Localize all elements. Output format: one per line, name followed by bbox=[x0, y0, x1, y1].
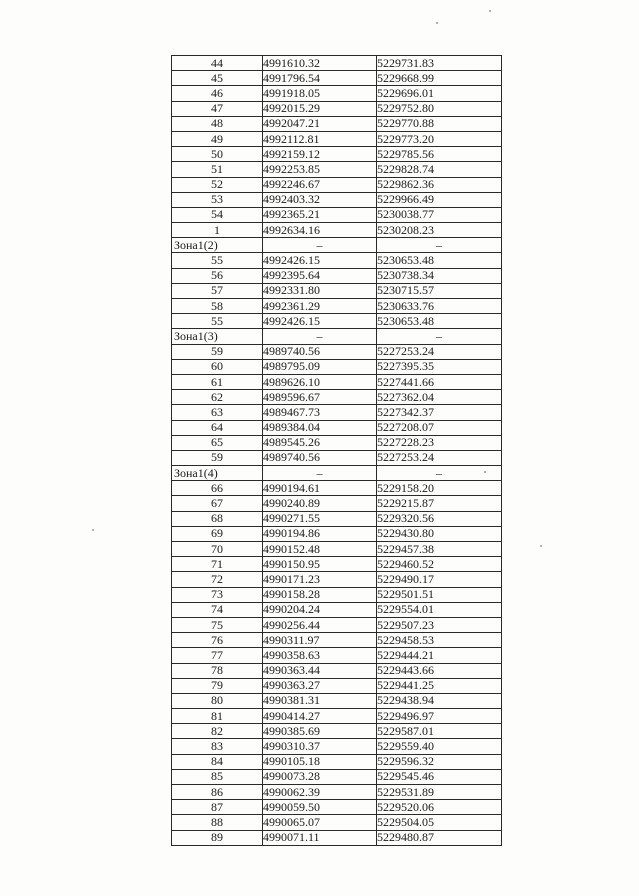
point-number-cell: 71 bbox=[172, 557, 263, 572]
point-number-cell: 60 bbox=[172, 359, 263, 374]
point-number-cell: 70 bbox=[172, 542, 263, 557]
table-row bbox=[172, 86, 502, 101]
y-coordinate-cell: 5229458.53 bbox=[377, 633, 502, 648]
x-coordinate-cell: 4992159.12 bbox=[263, 147, 377, 162]
point-number-cell: 50 bbox=[172, 147, 263, 162]
point-number-cell: 54 bbox=[172, 207, 263, 222]
y-coordinate-cell: 5230633.76 bbox=[377, 299, 502, 314]
table-row bbox=[172, 663, 502, 678]
x-coordinate-cell: 4989467.73 bbox=[263, 405, 377, 420]
x-coordinate-cell: 4992403.32 bbox=[263, 192, 377, 207]
y-coordinate-cell: 5229496.97 bbox=[377, 709, 502, 724]
table-row bbox=[172, 116, 502, 131]
x-coordinate-cell: 4992395.64 bbox=[263, 268, 377, 283]
point-number-cell: 80 bbox=[172, 693, 263, 708]
y-coordinate-cell: 5229862.36 bbox=[377, 177, 502, 192]
y-coordinate-cell: 5229520.06 bbox=[377, 800, 502, 815]
y-coordinate-cell: 5229438.94 bbox=[377, 693, 502, 708]
point-number-cell: 82 bbox=[172, 724, 263, 739]
y-coordinate-cell: 5229531.89 bbox=[377, 785, 502, 800]
point-number-cell: 88 bbox=[172, 815, 263, 830]
x-coordinate-cell: 4990194.86 bbox=[263, 526, 377, 541]
table-row bbox=[172, 390, 502, 405]
point-number-cell: 63 bbox=[172, 405, 263, 420]
x-coordinate-cell: 4989596.67 bbox=[263, 390, 377, 405]
y-coordinate-cell: 5229480.87 bbox=[377, 830, 502, 845]
table-row bbox=[172, 769, 502, 784]
table-row bbox=[172, 815, 502, 830]
y-coordinate-cell: – bbox=[377, 238, 502, 253]
table-row bbox=[172, 602, 502, 617]
table-row bbox=[172, 253, 502, 268]
point-number-cell: 75 bbox=[172, 617, 263, 632]
y-coordinate-cell: 5230738.34 bbox=[377, 268, 502, 283]
y-coordinate-cell: 5229554.01 bbox=[377, 602, 502, 617]
x-coordinate-cell: 4991918.05 bbox=[263, 86, 377, 101]
point-number-cell: 56 bbox=[172, 268, 263, 283]
table-row bbox=[172, 450, 502, 465]
x-coordinate-cell: 4992246.67 bbox=[263, 177, 377, 192]
x-coordinate-cell: 4990059.50 bbox=[263, 800, 377, 815]
table-row bbox=[172, 56, 502, 71]
x-coordinate-cell: 4990311.97 bbox=[263, 633, 377, 648]
point-number-cell: 53 bbox=[172, 192, 263, 207]
point-number-cell: 79 bbox=[172, 678, 263, 693]
table-row bbox=[172, 542, 502, 557]
x-coordinate-cell: 4990150.95 bbox=[263, 557, 377, 572]
y-coordinate-cell: 5229828.74 bbox=[377, 162, 502, 177]
y-coordinate-cell: 5229696.01 bbox=[377, 86, 502, 101]
point-number-cell: 46 bbox=[172, 86, 263, 101]
point-number-cell: 55 bbox=[172, 253, 263, 268]
x-coordinate-cell: 4989626.10 bbox=[263, 374, 377, 389]
point-number-cell: 65 bbox=[172, 435, 263, 450]
y-coordinate-cell: 5229490.17 bbox=[377, 572, 502, 587]
y-coordinate-cell: – bbox=[377, 329, 502, 344]
table-row bbox=[172, 526, 502, 541]
y-coordinate-cell: 5230653.48 bbox=[377, 314, 502, 329]
table-row bbox=[172, 557, 502, 572]
y-coordinate-cell: 5229457.38 bbox=[377, 542, 502, 557]
point-number-cell: 57 bbox=[172, 283, 263, 298]
table-row bbox=[172, 693, 502, 708]
table-row bbox=[172, 374, 502, 389]
y-coordinate-cell: 5229320.56 bbox=[377, 511, 502, 526]
point-number-cell: 89 bbox=[172, 830, 263, 845]
table-row bbox=[172, 678, 502, 693]
point-number-cell: 74 bbox=[172, 602, 263, 617]
point-number-cell: 47 bbox=[172, 101, 263, 116]
x-coordinate-cell: 4991610.32 bbox=[263, 56, 377, 71]
x-coordinate-cell: 4990381.31 bbox=[263, 693, 377, 708]
y-coordinate-cell: 5229668.99 bbox=[377, 71, 502, 86]
x-coordinate-cell: 4989384.04 bbox=[263, 420, 377, 435]
y-coordinate-cell: 5229752.80 bbox=[377, 101, 502, 116]
zone-label-cell: Зона1(3) bbox=[172, 329, 263, 344]
y-coordinate-cell: 5227362.04 bbox=[377, 390, 502, 405]
table-row bbox=[172, 359, 502, 374]
y-coordinate-cell: 5229158.20 bbox=[377, 481, 502, 496]
x-coordinate-cell: 4992047.21 bbox=[263, 116, 377, 131]
table-row bbox=[172, 299, 502, 314]
scan-speck bbox=[540, 545, 542, 547]
scan-speck bbox=[436, 22, 438, 24]
y-coordinate-cell: 5227208.07 bbox=[377, 420, 502, 435]
point-number-cell: 44 bbox=[172, 56, 263, 71]
point-number-cell: 45 bbox=[172, 71, 263, 86]
point-number-cell: 85 bbox=[172, 769, 263, 784]
x-coordinate-cell: 4990105.18 bbox=[263, 754, 377, 769]
y-coordinate-cell: 5229773.20 bbox=[377, 131, 502, 146]
y-coordinate-cell: 5229444.21 bbox=[377, 648, 502, 663]
point-number-cell: 73 bbox=[172, 587, 263, 602]
zone-header-row bbox=[172, 329, 502, 344]
x-coordinate-cell: 4990363.27 bbox=[263, 678, 377, 693]
y-coordinate-cell: 5229770.88 bbox=[377, 116, 502, 131]
point-number-cell: 55 bbox=[172, 314, 263, 329]
y-coordinate-cell: 5229507.23 bbox=[377, 617, 502, 632]
zone-header-row bbox=[172, 238, 502, 253]
table-row bbox=[172, 496, 502, 511]
zone-header-row bbox=[172, 466, 502, 481]
y-coordinate-cell: 5229587.01 bbox=[377, 724, 502, 739]
x-coordinate-cell: 4990073.28 bbox=[263, 769, 377, 784]
x-coordinate-cell: 4989740.56 bbox=[263, 344, 377, 359]
point-number-cell: 78 bbox=[172, 663, 263, 678]
y-coordinate-cell: 5229559.40 bbox=[377, 739, 502, 754]
y-coordinate-cell: 5227395.35 bbox=[377, 359, 502, 374]
point-number-cell: 72 bbox=[172, 572, 263, 587]
table-row bbox=[172, 314, 502, 329]
x-coordinate-cell: 4992426.15 bbox=[263, 314, 377, 329]
table-row bbox=[172, 800, 502, 815]
x-coordinate-cell: 4990204.24 bbox=[263, 602, 377, 617]
table-row bbox=[172, 405, 502, 420]
y-coordinate-cell: 5227441.66 bbox=[377, 374, 502, 389]
y-coordinate-cell: 5229460.52 bbox=[377, 557, 502, 572]
coordinates-table bbox=[171, 55, 502, 846]
y-coordinate-cell: 5227228.23 bbox=[377, 435, 502, 450]
point-number-cell: 77 bbox=[172, 648, 263, 663]
y-coordinate-cell: 5230715.57 bbox=[377, 283, 502, 298]
table-row bbox=[172, 587, 502, 602]
table-row bbox=[172, 420, 502, 435]
x-coordinate-cell: 4990358.63 bbox=[263, 648, 377, 663]
y-coordinate-cell: 5229504.05 bbox=[377, 815, 502, 830]
point-number-cell: 66 bbox=[172, 481, 263, 496]
table-row bbox=[172, 177, 502, 192]
y-coordinate-cell: 5229501.51 bbox=[377, 587, 502, 602]
table-row bbox=[172, 724, 502, 739]
table-row bbox=[172, 785, 502, 800]
y-coordinate-cell: 5227342.37 bbox=[377, 405, 502, 420]
x-coordinate-cell: 4989795.09 bbox=[263, 359, 377, 374]
x-coordinate-cell: 4991796.54 bbox=[263, 71, 377, 86]
x-coordinate-cell: 4989740.56 bbox=[263, 450, 377, 465]
x-coordinate-cell: 4990065.07 bbox=[263, 815, 377, 830]
y-coordinate-cell: 5229430.80 bbox=[377, 526, 502, 541]
x-coordinate-cell: 4990271.55 bbox=[263, 511, 377, 526]
point-number-cell: 69 bbox=[172, 526, 263, 541]
x-coordinate-cell: 4992634.16 bbox=[263, 223, 377, 238]
y-coordinate-cell: 5229545.46 bbox=[377, 769, 502, 784]
point-number-cell: 86 bbox=[172, 785, 263, 800]
table-row bbox=[172, 162, 502, 177]
table-row bbox=[172, 754, 502, 769]
x-coordinate-cell: 4992365.21 bbox=[263, 207, 377, 222]
table-row bbox=[172, 511, 502, 526]
point-number-cell: 83 bbox=[172, 739, 263, 754]
scan-speck bbox=[489, 10, 491, 12]
x-coordinate-cell: 4990414.27 bbox=[263, 709, 377, 724]
x-coordinate-cell: 4990310.37 bbox=[263, 739, 377, 754]
y-coordinate-cell: 5230038.77 bbox=[377, 207, 502, 222]
x-coordinate-cell: 4990256.44 bbox=[263, 617, 377, 632]
point-number-cell: 1 bbox=[172, 223, 263, 238]
x-coordinate-cell: 4989545.26 bbox=[263, 435, 377, 450]
scan-speck bbox=[484, 471, 486, 473]
y-coordinate-cell: 5229441.25 bbox=[377, 678, 502, 693]
y-coordinate-cell: 5229785.56 bbox=[377, 147, 502, 162]
table-row bbox=[172, 101, 502, 116]
y-coordinate-cell: 5230208.23 bbox=[377, 223, 502, 238]
point-number-cell: 87 bbox=[172, 800, 263, 815]
point-number-cell: 51 bbox=[172, 162, 263, 177]
y-coordinate-cell: – bbox=[377, 466, 502, 481]
x-coordinate-cell: 4990071.11 bbox=[263, 830, 377, 845]
table-row bbox=[172, 648, 502, 663]
x-coordinate-cell: 4990363.44 bbox=[263, 663, 377, 678]
x-coordinate-cell: 4990171.23 bbox=[263, 572, 377, 587]
x-coordinate-cell: 4990240.89 bbox=[263, 496, 377, 511]
x-coordinate-cell: 4990158.28 bbox=[263, 587, 377, 602]
table-row bbox=[172, 633, 502, 648]
table-row bbox=[172, 435, 502, 450]
x-coordinate-cell: 4992112.81 bbox=[263, 131, 377, 146]
x-coordinate-cell: 4992361.29 bbox=[263, 299, 377, 314]
y-coordinate-cell: 5230653.48 bbox=[377, 253, 502, 268]
table-row bbox=[172, 344, 502, 359]
table-row bbox=[172, 223, 502, 238]
point-number-cell: 64 bbox=[172, 420, 263, 435]
point-number-cell: 62 bbox=[172, 390, 263, 405]
x-coordinate-cell: 4990152.48 bbox=[263, 542, 377, 557]
x-coordinate-cell: 4992253.85 bbox=[263, 162, 377, 177]
x-coordinate-cell: 4990385.69 bbox=[263, 724, 377, 739]
point-number-cell: 67 bbox=[172, 496, 263, 511]
point-number-cell: 84 bbox=[172, 754, 263, 769]
x-coordinate-cell: 4992426.15 bbox=[263, 253, 377, 268]
table-row bbox=[172, 830, 502, 845]
x-coordinate-cell: 4990062.39 bbox=[263, 785, 377, 800]
y-coordinate-cell: 5229596.32 bbox=[377, 754, 502, 769]
y-coordinate-cell: 5229731.83 bbox=[377, 56, 502, 71]
point-number-cell: 81 bbox=[172, 709, 263, 724]
point-number-cell: 61 bbox=[172, 374, 263, 389]
y-coordinate-cell: 5227253.24 bbox=[377, 344, 502, 359]
x-coordinate-cell: 4990194.61 bbox=[263, 481, 377, 496]
point-number-cell: 58 bbox=[172, 299, 263, 314]
point-number-cell: 49 bbox=[172, 131, 263, 146]
zone-label-cell: Зона1(4) bbox=[172, 466, 263, 481]
table-row bbox=[172, 268, 502, 283]
y-coordinate-cell: 5227253.24 bbox=[377, 450, 502, 465]
x-coordinate-cell: 4992331.80 bbox=[263, 283, 377, 298]
table-row bbox=[172, 283, 502, 298]
point-number-cell: 76 bbox=[172, 633, 263, 648]
y-coordinate-cell: 5229966.49 bbox=[377, 192, 502, 207]
table-row bbox=[172, 709, 502, 724]
point-number-cell: 48 bbox=[172, 116, 263, 131]
table-row bbox=[172, 207, 502, 222]
zone-label-cell: Зона1(2) bbox=[172, 238, 263, 253]
x-coordinate-cell: – bbox=[263, 329, 377, 344]
table-row bbox=[172, 192, 502, 207]
point-number-cell: 68 bbox=[172, 511, 263, 526]
table-row bbox=[172, 131, 502, 146]
y-coordinate-cell: 5229215.87 bbox=[377, 496, 502, 511]
table-row bbox=[172, 617, 502, 632]
x-coordinate-cell: 4992015.29 bbox=[263, 101, 377, 116]
point-number-cell: 59 bbox=[172, 450, 263, 465]
scan-speck bbox=[92, 529, 94, 531]
table-row bbox=[172, 71, 502, 86]
y-coordinate-cell: 5229443.66 bbox=[377, 663, 502, 678]
table-row bbox=[172, 481, 502, 496]
point-number-cell: 52 bbox=[172, 177, 263, 192]
x-coordinate-cell: – bbox=[263, 466, 377, 481]
coordinates-table-body bbox=[172, 56, 502, 846]
x-coordinate-cell: – bbox=[263, 238, 377, 253]
table-row bbox=[172, 572, 502, 587]
table-row bbox=[172, 147, 502, 162]
point-number-cell: 59 bbox=[172, 344, 263, 359]
table-row bbox=[172, 739, 502, 754]
